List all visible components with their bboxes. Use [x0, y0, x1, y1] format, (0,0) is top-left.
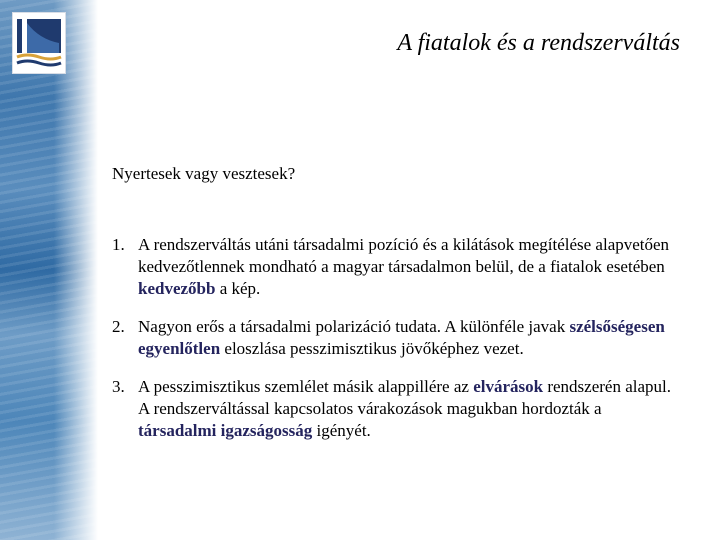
list-item: [112, 376, 672, 442]
item-text: A rendszerváltás utáni társadalmi pozíció és a kilátások megítélése alapvetően kedvezőtlennek mondható a magyar társadalmon belül, de a fiatalok esetében: [138, 235, 670, 276]
slide-subtitle: Nyertesek vagy vesztesek?: [112, 164, 296, 183]
logo: [12, 12, 66, 74]
point-list: [112, 234, 672, 458]
bridge-logo-icon: [13, 13, 65, 73]
list-item: [112, 234, 672, 300]
item-number: 2.: [112, 317, 125, 336]
decorative-side-strip: [0, 0, 98, 540]
item-text-end: eloszlása pesszimisztikus jövőképhez vezet.: [220, 339, 524, 358]
item-highlight-2: társadalmi igazságosság: [138, 421, 313, 440]
item-number: 3.: [112, 377, 125, 396]
item-text: Nagyon erős a társadalmi polarizáció tudata. A különféle javak: [138, 317, 570, 336]
item-highlight: elvárások: [473, 377, 544, 396]
item-text-middle: rendszerén alapul. A rendszerváltással kapcsolatos várakozások magukban hordozták a: [138, 377, 671, 418]
item-text: A pesszimisztikus szemlélet másik alappillére az: [138, 377, 474, 396]
list-item: [112, 316, 672, 360]
slide-title: A fiatalok és a rendszerváltás: [397, 30, 680, 56]
item-highlight: kedvezőbb: [138, 279, 216, 298]
item-highlight: szélsőségesen egyenlőtlen: [138, 317, 665, 358]
item-text-end: a kép.: [215, 279, 261, 298]
item-number: 1.: [112, 235, 125, 254]
item-text-end: igényét.: [312, 421, 371, 440]
